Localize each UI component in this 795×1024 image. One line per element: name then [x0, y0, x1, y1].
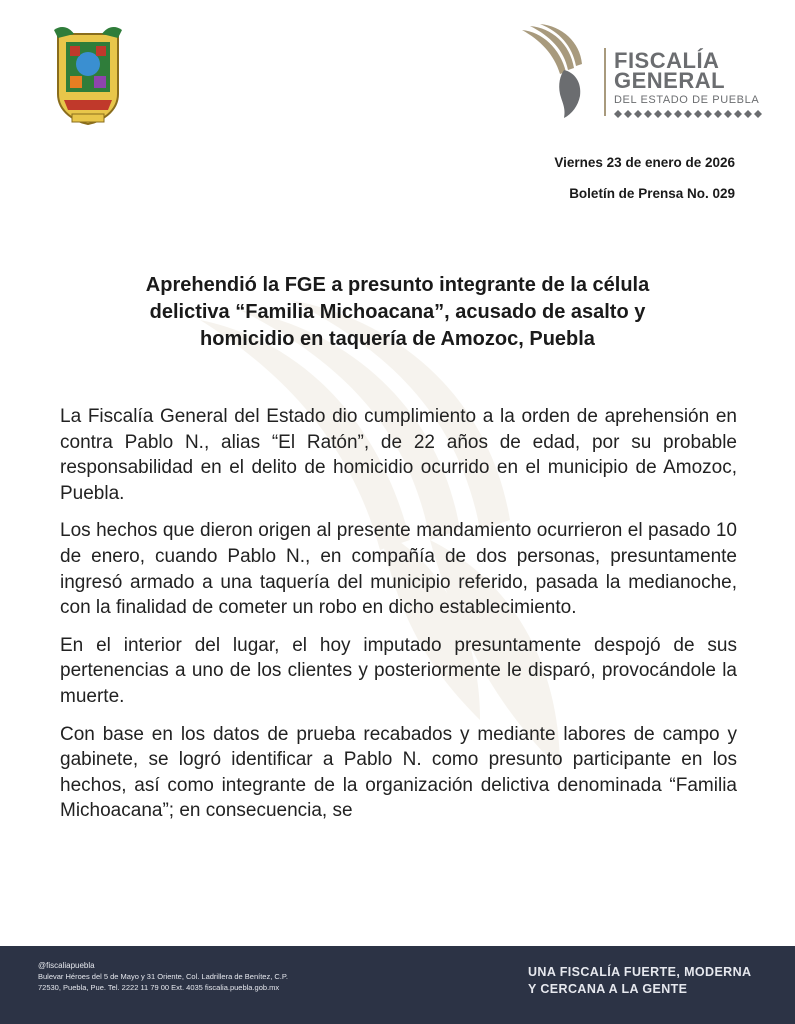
fge-logo [520, 24, 770, 120]
article-body [60, 404, 737, 836]
slogan-line: UNA FISCALÍA FUERTE, MODERNA [528, 965, 752, 979]
puebla-state-seal-icon [50, 24, 126, 128]
headline-line: delictiva “Familia Michoacana”, acusado de asalto y [149, 301, 646, 323]
logo-title-line1: FISCALÍA [614, 48, 720, 73]
headline-line: Aprehendió la FGE a presunto integrante de la célula [145, 274, 650, 296]
body-paragraph: En el interior del lugar, el hoy imputado presuntamente despojó de sus pertenencias a uno de los clientes y posteriormente le disparó, provocándole la muerte. [60, 634, 737, 707]
footer-contact [38, 960, 288, 993]
address-line: 72530, Puebla, Pue. Tel. 2222 11 79 00 Ext. 4035 fiscalia.puebla.gob.mx [38, 983, 280, 992]
body-paragraph: Los hechos que dieron origen al presente mandamiento ocurrieron el pasado 10 de enero, cuando Pablo N., en compañía de dos personas, presuntamente ingresó armado a una taquería del municipio referido, pasada la medianoche, con la finalidad de cometer un robo en dicho establecimiento. [60, 520, 737, 619]
body-paragraph: Con base en los datos de prueba recabados y mediante labores de campo y gabinete, se logró identificar a Pablo N. como presunto participante en los hechos, así como integrante de la organización delictiva denominada “Familia Michoacana”; en consecuencia, se [60, 723, 737, 822]
address-line: Bulevar Héroes del 5 de Mayo y 31 Oriente, Col. Ladrillera de Benítez, C.P. [38, 972, 288, 981]
slogan-line: Y CERCANA A LA GENTE [528, 982, 688, 996]
headline-line: homicidio en taquería de Amozoc, Puebla [200, 328, 595, 350]
fge-logo-divider [604, 48, 606, 116]
bulletin-number: Boletín de Prensa No. 029 [569, 186, 735, 201]
logo-subtitle: DEL ESTADO DE PUEBLA [614, 94, 760, 106]
body-paragraph: La Fiscalía General del Estado dio cumplimiento a la orden de aprehensión en contra Pablo N., alias “El Ratón”, de 22 años de edad, por su probable responsabilidad en el delito de homicidio ocurrido en el municipio de Amozoc, Puebla. [60, 406, 737, 504]
logo-title-line2: GENERAL [614, 68, 726, 93]
headline [70, 272, 725, 353]
fge-emblem-icon [520, 24, 600, 120]
social-handle: @fiscaliapuebla [38, 961, 95, 970]
release-date: Viernes 23 de enero de 2026 [554, 155, 735, 170]
logo-pattern-icon [614, 110, 764, 118]
footer-slogan [528, 964, 751, 998]
footer-bar [0, 946, 795, 1024]
